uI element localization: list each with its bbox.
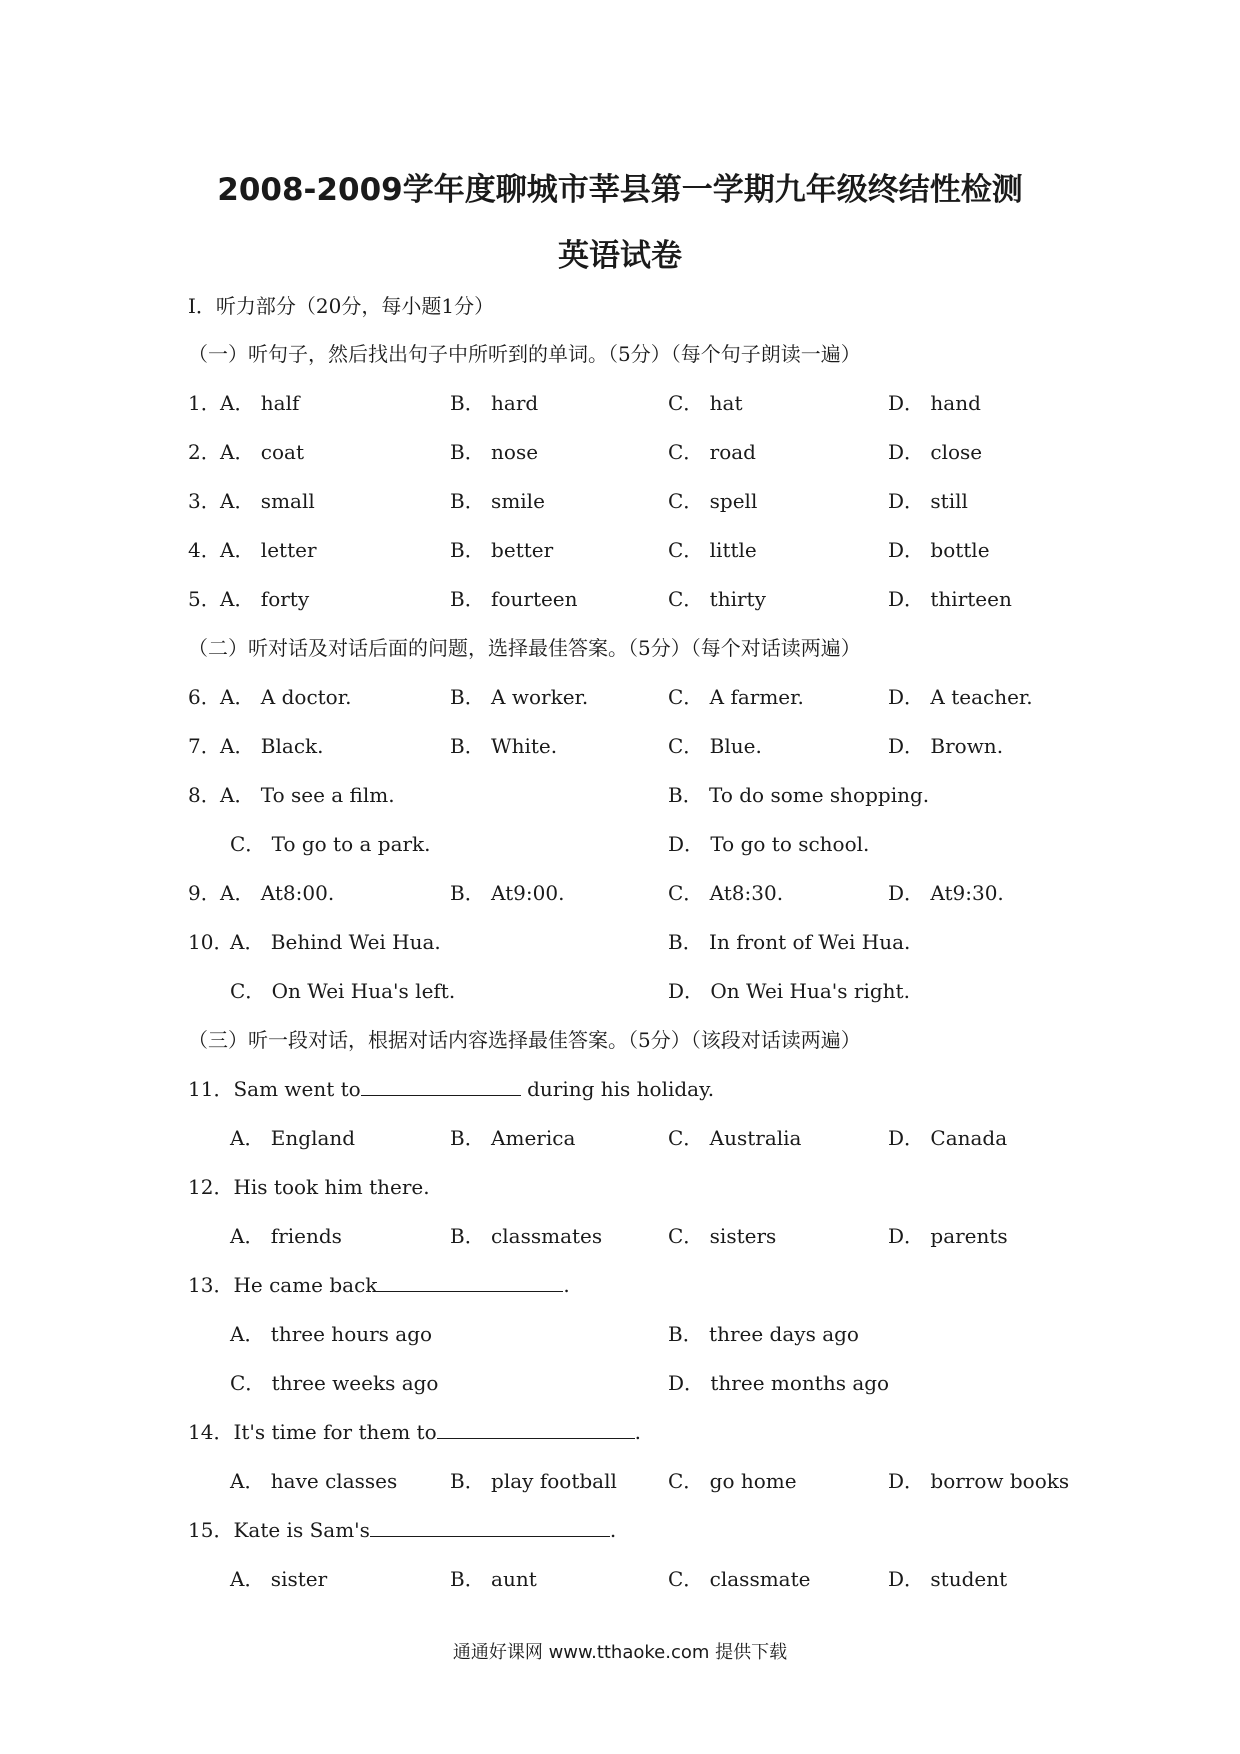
stem-before-blank: Sam went to — [233, 1077, 361, 1101]
option-b: B． classmates — [450, 1224, 603, 1248]
question-number: 7． — [188, 734, 221, 758]
option-a: A． coat — [220, 440, 305, 464]
option-c: C． go home — [668, 1469, 797, 1493]
option-a: A． forty — [220, 587, 310, 611]
option-b: B． In front of Wei Hua. — [668, 930, 911, 954]
option-a: A． England — [230, 1126, 356, 1150]
option-c: C． classmate — [668, 1567, 811, 1591]
option-d: D． borrow books — [888, 1469, 1070, 1493]
option-d: D． hand — [888, 391, 981, 415]
option-b: B． nose — [450, 440, 539, 464]
question-stem — [188, 1514, 616, 1543]
question-number: 15． — [188, 1518, 234, 1542]
answer-blank — [437, 1420, 635, 1439]
question-number: 2． — [188, 440, 221, 464]
option-d: D． parents — [888, 1224, 1008, 1248]
option-d: D． Canada — [888, 1126, 1008, 1150]
option-d: D． student — [888, 1567, 1008, 1591]
option-d: D． bottle — [888, 538, 990, 562]
option-c: C． road — [668, 440, 756, 464]
option-a: A． sister — [230, 1567, 328, 1591]
option-d: D． three months ago — [668, 1371, 890, 1395]
option-c: C． hat — [668, 391, 743, 415]
option-a: A． letter — [220, 538, 317, 562]
option-b: B． three days ago — [668, 1322, 859, 1346]
answer-blank — [361, 1077, 521, 1096]
option-c: C． thirty — [668, 587, 766, 611]
question-number: 11． — [188, 1077, 234, 1101]
option-d: D． Brown. — [888, 734, 1004, 758]
option-b: B． At9:00. — [450, 881, 565, 905]
option-a: A． friends — [230, 1224, 342, 1248]
question-number: 5． — [188, 587, 221, 611]
option-b: B． better — [450, 538, 554, 562]
part-one-instructions: （一）听句子，然后找出句子中所听到的单词。（5分）（每个句子朗读一遍） — [188, 342, 861, 366]
option-c: C． At8:30. — [668, 881, 784, 905]
option-b: B． smile — [450, 489, 545, 513]
question-number: 8． — [188, 783, 221, 807]
question-number: 10． — [188, 930, 234, 954]
option-d: D． To go to school. — [668, 832, 870, 856]
answer-blank — [377, 1273, 563, 1292]
option-a: A． half — [220, 391, 300, 415]
option-a: A． small — [220, 489, 315, 513]
stem-before-blank: He came back — [233, 1273, 378, 1297]
option-d: D． thirteen — [888, 587, 1012, 611]
question-number: 9． — [188, 881, 221, 905]
option-b: B． play football — [450, 1469, 617, 1493]
stem-before-blank: Kate is Sam's — [233, 1518, 370, 1542]
option-c: C． To go to a park. — [230, 832, 431, 856]
option-d: D． At9:30. — [888, 881, 1004, 905]
option-c: C． little — [668, 538, 757, 562]
option-c: C． Australia — [668, 1126, 802, 1150]
section-listening: I．听力部分（20分，每小题1分） — [188, 294, 495, 318]
question-number: 6． — [188, 685, 221, 709]
option-b: B． White. — [450, 734, 558, 758]
option-c: C． A farmer. — [668, 685, 804, 709]
option-d: D． close — [888, 440, 983, 464]
option-a: A． three hours ago — [230, 1322, 433, 1346]
option-c: C． sisters — [668, 1224, 777, 1248]
part-two-instructions: （二）听对话及对话后面的问题，选择最佳答案。（5分）（每个对话读两遍） — [188, 636, 861, 660]
stem-text: His took him there. — [233, 1175, 430, 1199]
option-b: B． America — [450, 1126, 576, 1150]
page-footer: 通通好课网 www.tthaoke.com 提供下载 — [452, 1642, 788, 1663]
option-a: A． have classes — [230, 1469, 398, 1493]
question-number: 4． — [188, 538, 221, 562]
option-a: A． At8:00. — [220, 881, 335, 905]
option-d: D． A teacher. — [888, 685, 1033, 709]
option-b: B． hard — [450, 391, 539, 415]
question-stem — [188, 1269, 570, 1298]
question-stem — [188, 1416, 641, 1445]
stem-after-blank: . — [609, 1518, 617, 1542]
question-number: 12． — [188, 1175, 234, 1199]
option-a: A． Behind Wei Hua. — [230, 930, 441, 954]
question-number: 1． — [188, 391, 221, 415]
option-b: B． A worker. — [450, 685, 589, 709]
document-title: 2008-2009学年度聊城市莘县第一学期九年级终结性检测 — [217, 172, 1023, 208]
option-d: D． still — [888, 489, 968, 513]
question-number: 13． — [188, 1273, 234, 1297]
option-a: A． A doctor. — [220, 685, 352, 709]
option-d: D． On Wei Hua's right. — [668, 979, 910, 1003]
question-stem — [188, 1073, 714, 1102]
option-b: B． To do some shopping. — [668, 783, 930, 807]
option-c: C． spell — [668, 489, 758, 513]
stem-after-blank: . — [563, 1273, 570, 1297]
answer-blank — [370, 1518, 610, 1537]
question-stem — [188, 1171, 430, 1200]
stem-after-blank: . — [634, 1420, 641, 1444]
option-b: B． aunt — [450, 1567, 537, 1591]
stem-after-blank: during his holiday. — [520, 1077, 715, 1101]
option-a: A． To see a film. — [220, 783, 395, 807]
option-c: C． three weeks ago — [230, 1371, 439, 1395]
stem-before-blank: It's time for them to — [233, 1420, 437, 1444]
option-b: B． fourteen — [450, 587, 578, 611]
option-c: C． Blue. — [668, 734, 762, 758]
question-number: 3． — [188, 489, 221, 513]
option-c: C． On Wei Hua's left. — [230, 979, 456, 1003]
document-subtitle: 英语试卷 — [558, 238, 682, 274]
question-number: 14． — [188, 1420, 234, 1444]
option-a: A． Black. — [220, 734, 324, 758]
part-three-instructions: （三）听一段对话，根据对话内容选择最佳答案。（5分）（该段对话读两遍） — [188, 1028, 861, 1052]
